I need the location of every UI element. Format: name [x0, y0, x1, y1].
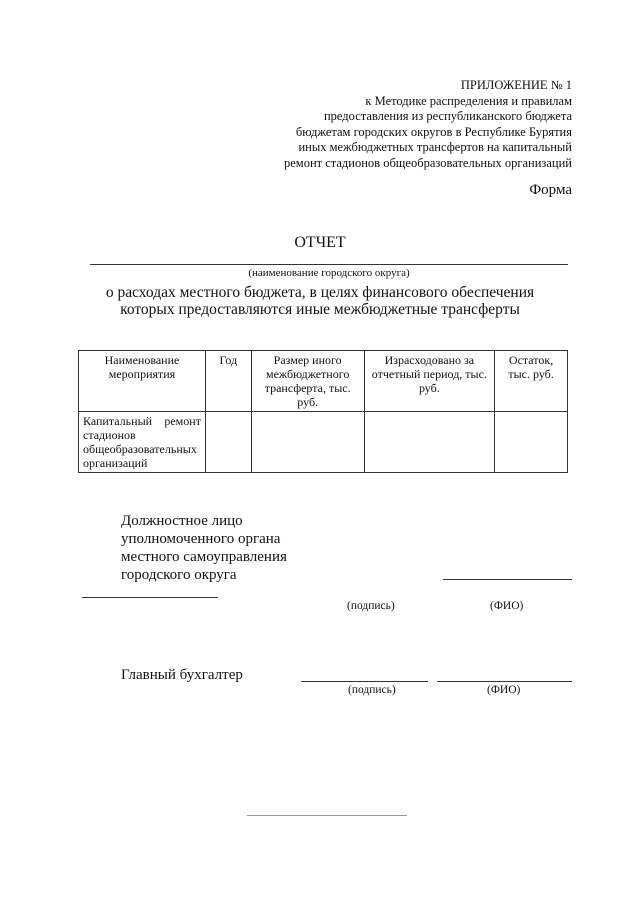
- appendix-header: [152, 78, 572, 171]
- appendix-line: ПРИЛОЖЕНИЕ № 1: [460, 78, 572, 92]
- official-line: уполномоченного органа: [121, 531, 281, 547]
- document-subtitle: [0, 284, 640, 318]
- form-label: Форма: [529, 182, 572, 198]
- district-name-caption: (наименование городского округа): [248, 267, 410, 279]
- header-spent: Израсходовано за отчетный период, тыс. руб.: [364, 351, 495, 412]
- accountant-signature-caption: (подпись): [348, 684, 396, 696]
- accountant-label: Главный бухгалтер: [121, 667, 243, 683]
- accountant-name-line: [437, 681, 572, 682]
- subtitle-line: которых предоставляются иные межбюджетные трансферты: [120, 301, 520, 318]
- official-line: местного самоуправления: [121, 549, 287, 565]
- cell-spent: [364, 412, 495, 473]
- official-line: городского округа: [121, 567, 237, 583]
- district-name-line: [90, 264, 568, 265]
- header-remainder: Остаток, тыс. руб.: [495, 351, 568, 412]
- table-row: [79, 412, 568, 473]
- subtitle-line: о расходах местного бюджета, в целях финансового обеспечения: [105, 284, 535, 301]
- cell-transfer-amount: [251, 412, 364, 473]
- accountant-signature-line: [301, 681, 428, 682]
- table-header-row: [79, 351, 568, 412]
- header-year: Год: [205, 351, 251, 412]
- cell-event-name: Капитальный ремонт стадионов общеобразовательных организаций: [79, 412, 206, 473]
- cell-year: [205, 412, 251, 473]
- document-title: ОТЧЕТ: [294, 234, 346, 251]
- cell-remainder: [495, 412, 568, 473]
- appendix-line: иных межбюджетных трансфертов на капитальный: [298, 140, 572, 154]
- appendix-line: предоставления из республиканского бюджета: [323, 109, 572, 123]
- official-line: Должностное лицо: [121, 513, 243, 529]
- report-table: [78, 350, 568, 473]
- official-signature-line: [82, 597, 218, 598]
- footer-divider: [247, 815, 407, 816]
- appendix-line: к Методике распределения и правилам: [365, 93, 572, 108]
- header-event-name: Наименование мероприятия: [79, 351, 206, 412]
- appendix-line: ремонт стадионов общеобразовательных организаций: [283, 155, 572, 170]
- official-name-caption: (ФИО): [490, 600, 524, 612]
- official-signature-caption: (подпись): [347, 600, 395, 612]
- official-name-line: [443, 579, 572, 580]
- appendix-line: бюджетам городских округов в Республике Бурятия: [295, 124, 572, 139]
- accountant-name-caption: (ФИО): [487, 684, 521, 696]
- header-transfer-amount: Размер иного межбюджетного трансферта, тыс. руб.: [251, 351, 364, 412]
- official-title: [121, 512, 287, 584]
